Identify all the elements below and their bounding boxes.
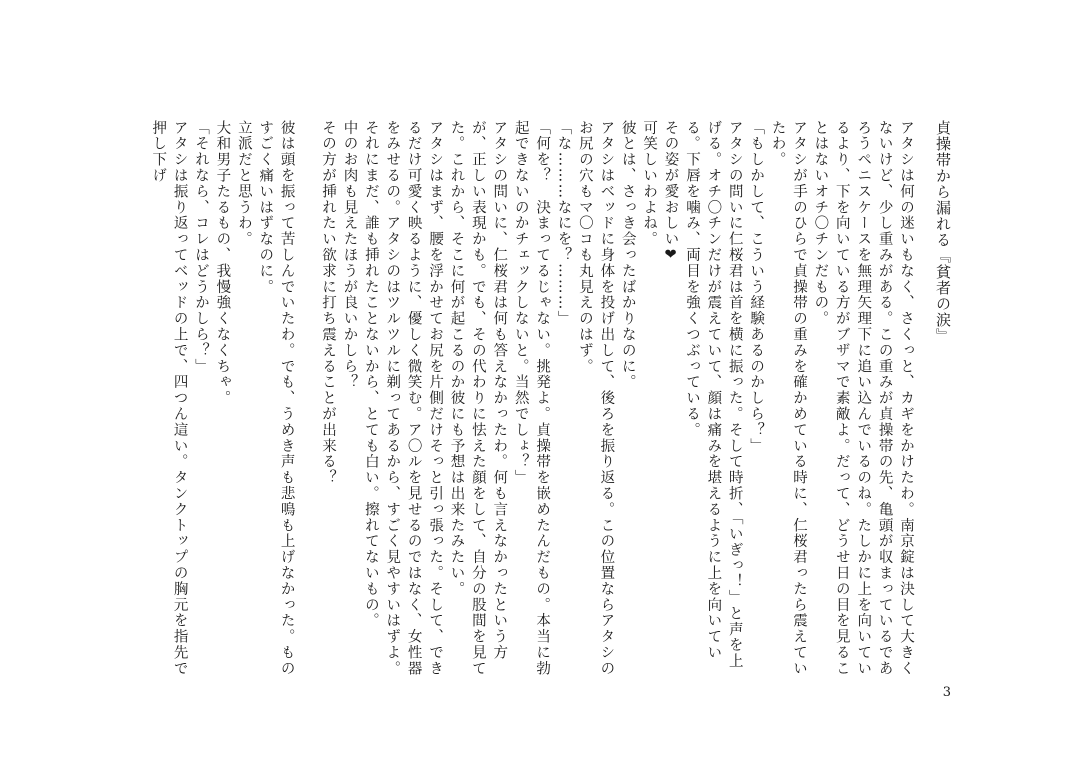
paragraph: 中のお肉も見えたほうが良いかしら？: [341, 120, 358, 391]
paragraph: 立派だと思うわ。: [235, 120, 252, 248]
body-text: [150, 120, 916, 680]
paragraph: アタシは振り返ってベッドの上で、四つん這い。タンクトップの胸元を指先で押し下げ: [150, 120, 188, 677]
paragraph: アタシが手のひらで貞操帯の重みを確かめている時に、仁桜君ったら震えていたわ。: [769, 120, 807, 677]
paragraph: アタシはまず、腰を浮かせてお尻を片側だけそっと引っ張った。そして、できるだけ可愛く映るように、優しく微笑む。ア〇ルを見せるのではなく、女性器をみせるの。アタシのはツルツルに剃ってあるから、すごく見やすいはずよ。それにまだ、誰も挿れたことないから、とても白い。擦れてないもの。: [362, 120, 444, 677]
page-number: 3: [942, 685, 951, 700]
paragraph: アタシの問いに仁桜君は首を横に振った。そして時折、「いぎっ！」と声を上げる。オチ〇チンだけが震えていて、顔は痛みを堪えるように上を向いている。下唇を噛み、両目を強くつぶっている。: [683, 120, 743, 670]
paragraph: アタシの問いに、仁桜君は何も答えなかったわ。何も言えなかったという方が、正しい表現かも。でも、その代わりに怯えた顔をして、自分の股間を見てた。これから、そこに何が起こるのか彼にも予想は出来たみたい。: [448, 120, 508, 677]
paragraph: 大和男子たるもの、我慢強くなくちゃ。: [214, 120, 231, 407]
paragraph: 「な………なにを？………」: [555, 120, 572, 327]
section-gap: [297, 120, 317, 680]
paragraph: その方が挿れたい欲求に打ち震えることが出来る？: [320, 120, 337, 486]
paragraph: 「何を？ 決まってるじゃない。挑発よ。貞操帯を嵌めたんだもの。本当に勃起できないのかチェックしないと。当然でしょ？」: [512, 120, 551, 677]
paragraph: 「それなら、コレはどうかしら？」: [193, 120, 209, 375]
paragraph: その姿が愛おしい❤: [662, 120, 679, 265]
chapter-title: 貞操帯から漏れる『貧者の涙』: [934, 120, 952, 344]
paragraph: 「もしかして、こういう経験あるのかしら？」: [748, 120, 765, 454]
paragraph: 可笑しいわよね。: [641, 120, 658, 248]
paragraph: アタシは何の迷いもなく、さくっと、カギをかけたわ。南京錠は決して大きくないけど、少し重みがある。この重みが貞操帯の先、亀頭が収まっているであろうペニスケースを無理矢理下に追い込んでいるのね。たしかに上を向いているより、下を向いている方がブザマで素敵よ。だって、どうせ日の目を見ることはないオチ〇チンだもの。: [812, 120, 914, 677]
paragraph: 彼とは、さっき会ったばかりなのに。: [619, 120, 636, 391]
paragraph: 彼は頭を振って苦しんでいたわ。でも、うめき声も悲鳴も上げなかった。ものすごく痛いはずなのに。: [257, 120, 295, 677]
paragraph: アタシはベッドに身体を投げ出して、後ろを振り返る。この位置ならアタシのお尻の穴もマ〇コも丸見えのはず。: [576, 120, 615, 677]
